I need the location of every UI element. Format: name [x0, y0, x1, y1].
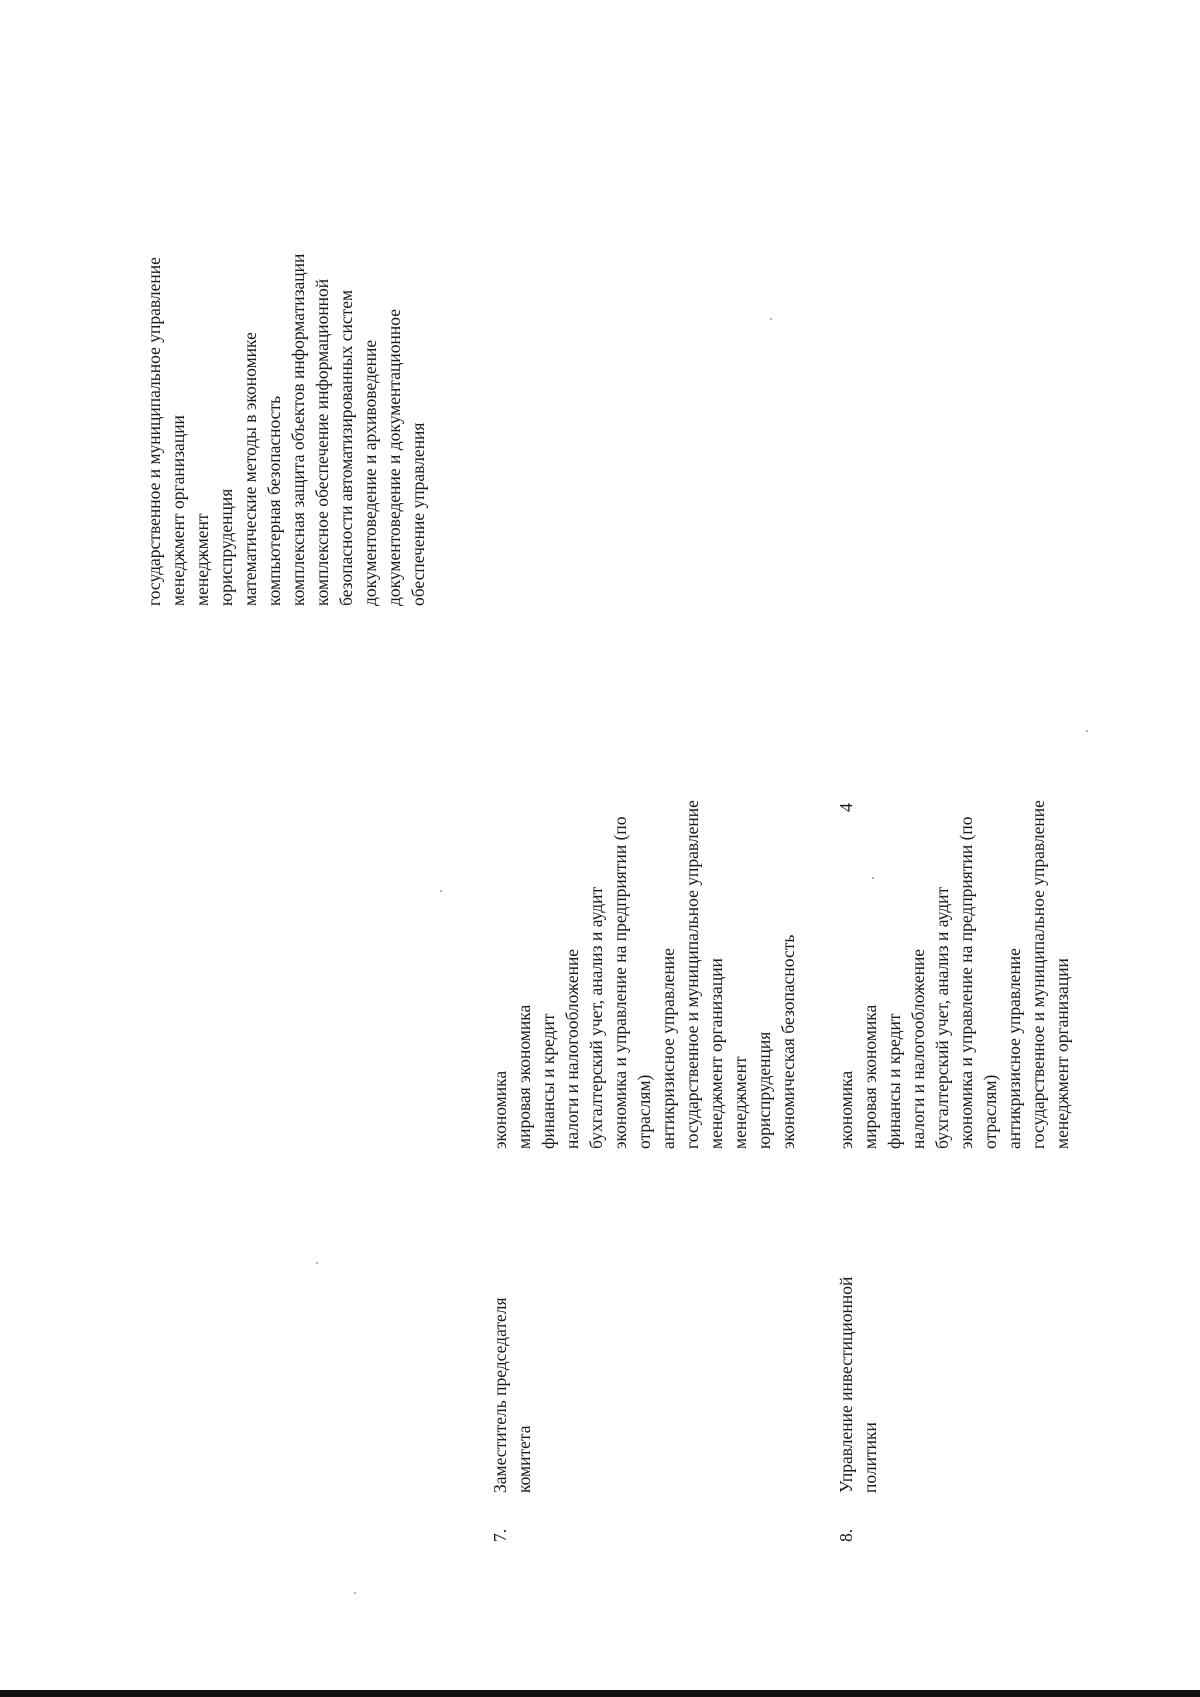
row-number: 8. [836, 1528, 856, 1542]
list-item: антикризисное управление [658, 948, 678, 1149]
page-number: 4 [836, 803, 856, 812]
list-item: менеджмент организации [706, 958, 726, 1149]
list-item: отраслям) [634, 1074, 654, 1149]
list-item: государственное и муниципальное управление [144, 257, 164, 606]
list-item: документоведение и архивоведение [360, 339, 380, 606]
scan-speck [1086, 730, 1088, 732]
scan-speck [354, 1592, 356, 1594]
list-item: государственное и муниципальное управление [682, 800, 702, 1149]
list-item: налоги и налогообложение [562, 948, 582, 1149]
specialties-list [834, 800, 1074, 1149]
list-item: мировая экономика [860, 1004, 880, 1149]
list-item: мировая экономика [514, 1004, 534, 1149]
scan-speck [770, 318, 772, 320]
list-item: менеджмент организации [168, 415, 188, 606]
list-item: экономика [490, 1070, 510, 1149]
scan-speck [440, 890, 442, 892]
list-item: менеджмент [192, 513, 212, 606]
specialties-list [488, 800, 800, 1149]
list-item: антикризисное управление [1004, 948, 1024, 1149]
scan-speck [872, 877, 874, 879]
list-item: экономическая безопасность [778, 934, 798, 1149]
page-bottom-edge [0, 1690, 1200, 1697]
list-item: комплексное обеспечение информационной [312, 278, 332, 606]
list-item: безопасности автоматизированных систем [336, 289, 356, 606]
row-number: 7. [490, 1528, 510, 1542]
continuation-specialties-list [142, 254, 430, 606]
list-item: юриспруденция [216, 488, 236, 606]
list-item: компьютерная безопасность [264, 395, 284, 606]
list-item: экономика и управление на предприятии (по [956, 816, 976, 1149]
list-item: финансы и кредит [538, 1013, 558, 1149]
position-title [834, 1277, 882, 1493]
position-title [488, 1297, 536, 1493]
list-item: юриспруденция [754, 1031, 774, 1149]
list-item: бухгалтерский учет, анализ и аудит [586, 886, 606, 1149]
list-item: налоги и налогообложение [908, 948, 928, 1149]
list-item: менеджмент организации [1052, 958, 1072, 1149]
list-item: документоведение и документационное [384, 309, 404, 606]
scan-speck [316, 1262, 318, 1264]
position-title-line: комитета [514, 1425, 534, 1493]
list-item: обеспечение управления [408, 422, 428, 606]
list-item: комплексная защита объектов информатизации [288, 253, 308, 606]
list-item: отраслям) [980, 1074, 1000, 1149]
list-item: математические методы в экономике [240, 332, 260, 606]
list-item: бухгалтерский учет, анализ и аудит [932, 886, 952, 1149]
list-item: экономика и управление на предприятии (по [610, 816, 630, 1149]
position-title-line: Управление инвестиционной [836, 1276, 856, 1493]
list-item: менеджмент [730, 1056, 750, 1149]
position-title-line: Заместитель председателя [490, 1297, 510, 1493]
list-item: экономика [836, 1070, 856, 1149]
position-title-line: политики [860, 1422, 880, 1493]
list-item: государственное и муниципальное управление [1028, 800, 1048, 1149]
list-item: финансы и кредит [884, 1013, 904, 1149]
